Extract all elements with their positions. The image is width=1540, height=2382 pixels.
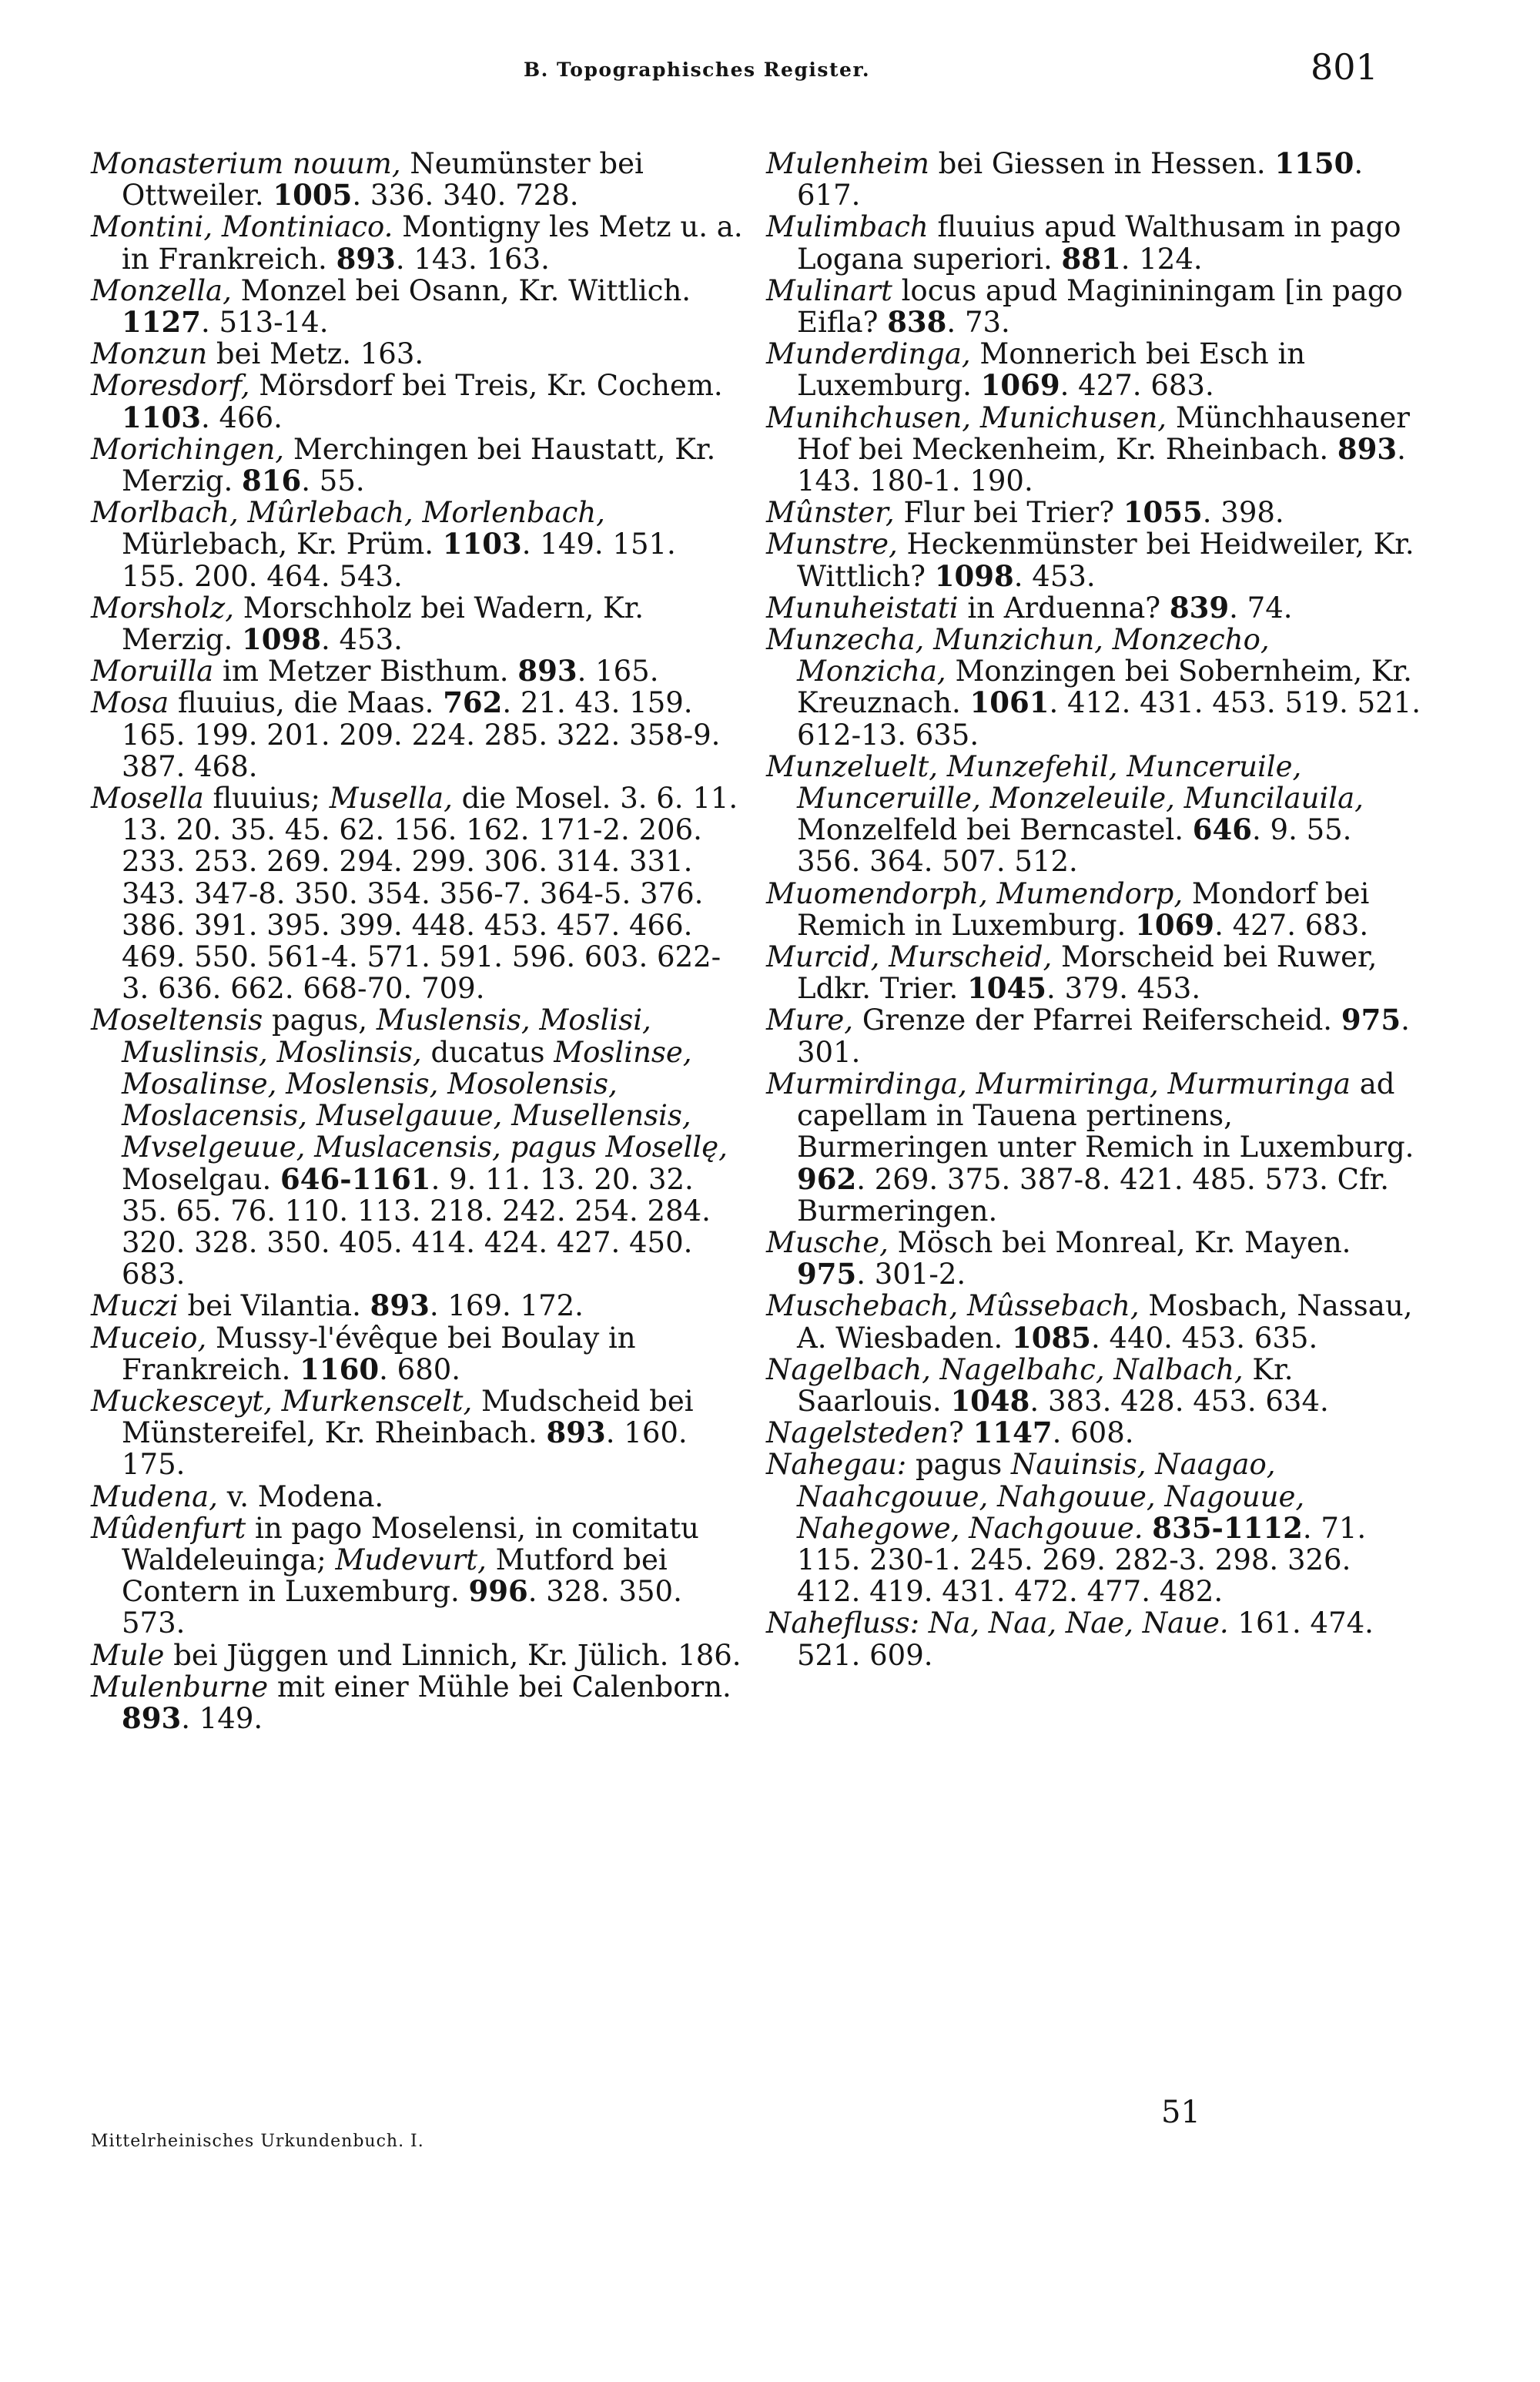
index-entry	[766, 1068, 1421, 1227]
entry-document-number: 893	[122, 1700, 182, 1735]
entry-text	[501, 1131, 511, 1164]
entry-text: pagus,	[263, 1003, 377, 1037]
entry-place-name: Mûdenfurt	[91, 1511, 246, 1545]
index-entry	[91, 338, 745, 370]
entry-text: . 169. 172.	[429, 1289, 584, 1323]
index-entry	[91, 275, 745, 338]
entry-place-name: Munderdinga,	[766, 337, 971, 371]
index-entry	[91, 497, 745, 592]
entry-text: Morscheid bei Ruwer, Ldkr. Trier.	[797, 940, 1378, 1006]
index-entry	[91, 655, 745, 687]
entry-text: fluuius;	[203, 782, 330, 816]
entry-place-name: Monzun	[91, 337, 208, 371]
index-entry	[766, 1449, 1421, 1607]
entry-text: ?	[949, 1416, 973, 1450]
entry-text: . 124.	[1120, 242, 1203, 276]
index-entry	[766, 624, 1421, 751]
entry-document-number: 1055	[1123, 495, 1203, 530]
index-entry	[91, 687, 745, 782]
entry-text: Mussy-l'évêque bei Boulay in Frankreich.	[122, 1321, 636, 1386]
entry-place-name: Muschebach, Mûssebach,	[766, 1289, 1140, 1323]
right-column	[766, 148, 1421, 2027]
entry-text	[919, 1606, 929, 1640]
entry-document-number: 893	[336, 241, 396, 276]
index-entry	[766, 592, 1421, 624]
entry-place-name: Muslensis, Moslisi, Muslinsis, Moslinsis,	[122, 1003, 651, 1069]
entry-text: . 71. 115. 230-1. 245. 269. 282-3. 298. 326. 412. 419. 431. 472. 477. 482.	[797, 1511, 1367, 1609]
entry-text: . 73.	[946, 306, 1010, 340]
entry-document-number: 893	[1337, 431, 1398, 466]
entry-text: . 427. 683.	[1060, 369, 1214, 403]
index-entry	[766, 1227, 1421, 1290]
index-entry	[766, 1004, 1421, 1067]
entry-place-name: Mosella	[91, 782, 204, 816]
entry-place-name: Moruilla	[91, 655, 214, 688]
index-entry	[91, 148, 745, 211]
entry-text: Münchhausener Hof bei Meckenheim, Kr. Rheinbach.	[797, 400, 1410, 466]
entry-text: Monzelfeld bei Berncastel.	[797, 813, 1193, 847]
entry-text: . 453.	[321, 623, 403, 657]
entry-place-name: Mûnster,	[766, 496, 895, 530]
entry-place-name: Muckesceyt, Murkenscelt,	[91, 1384, 473, 1418]
entry-text: in pago Moselensi, in comitatu Waldeleuinga;	[122, 1511, 699, 1576]
running-head: B. Topographisches Register.	[524, 59, 871, 81]
entry-document-number: 962	[797, 1161, 857, 1196]
entry-text: . 336. 340. 728.	[352, 179, 579, 213]
entry-place-name: Munihchusen, Munichusen,	[766, 400, 1167, 434]
entry-text: bei Metz. 163.	[207, 337, 424, 371]
index-entry	[91, 1322, 745, 1385]
entry-text: Kr. Saarlouis.	[797, 1352, 1294, 1418]
entry-place-name: Na, Naa, Nae, Naue.	[928, 1606, 1229, 1640]
entry-text: Mudscheid bei Münstereifel, Kr. Rheinbach.	[122, 1384, 694, 1450]
index-entry	[91, 1481, 745, 1513]
entry-text: . 680.	[379, 1352, 461, 1386]
index-entry	[766, 878, 1421, 941]
entry-place-name: Muceio,	[91, 1321, 207, 1355]
entry-place-name: Nagelbach, Nagelbahc, Nalbach,	[766, 1352, 1244, 1386]
entry-text: . 21. 43. 159. 165. 199. 201. 209. 224. 285. 322. 358-9. 387. 468.	[122, 686, 721, 783]
index-entry	[91, 1385, 745, 1481]
entry-text: Monnerich bei Esch in Luxemburg.	[797, 337, 1306, 403]
index-entry	[766, 1290, 1421, 1353]
page-number: 801	[1311, 46, 1378, 88]
entry-text: 161. 474. 521. 609.	[797, 1606, 1374, 1672]
entry-place-name: Mosa	[91, 686, 169, 720]
entry-text: Monzingen bei Sobernheim, Kr. Kreuznach.	[797, 655, 1412, 720]
index-entry	[91, 782, 745, 1004]
entry-text: Grenze der Pfarrei Reiferscheid.	[853, 1003, 1341, 1037]
entry-place-name: Munzecha, Munzichun, Monzecho, Monzicha,	[766, 623, 1270, 688]
index-entry	[766, 1417, 1421, 1449]
index-entry	[91, 434, 745, 497]
entry-document-number: 1098	[934, 558, 1014, 593]
index-entry	[91, 1290, 745, 1322]
entry-text: . 9. 55. 356. 364. 507. 512.	[797, 813, 1352, 879]
index-entry	[766, 941, 1421, 1004]
entry-place-name: Nagelsteden	[766, 1416, 949, 1450]
entry-text: Mürlebach, Kr. Prüm.	[122, 528, 443, 561]
entry-text: fluuius, die Maas.	[169, 686, 444, 720]
index-entry	[91, 1004, 745, 1290]
entry-document-number: 996	[468, 1574, 528, 1609]
entry-document-number: 1048	[950, 1383, 1030, 1418]
entry-document-number: 762	[443, 685, 503, 720]
entry-text: Neumünster bei Ottweiler.	[122, 147, 644, 213]
entry-document-number: 1045	[967, 971, 1047, 1006]
entry-document-number: 1085	[1012, 1320, 1092, 1355]
entry-text: . 301.	[797, 1003, 1410, 1069]
entry-document-number: 839	[1169, 590, 1230, 625]
entry-text: . 379. 453.	[1046, 972, 1201, 1006]
entry-document-number: 881	[1061, 241, 1121, 276]
entry-text: . 608.	[1052, 1416, 1134, 1450]
index-entry	[91, 592, 745, 655]
entry-document-number: 1061	[969, 685, 1050, 720]
entry-place-name: Mulimbach	[766, 210, 929, 244]
entry-text: Mondorf bei Remich in Luxemburg.	[797, 876, 1370, 942]
entry-place-name: Munzeluelt, Munzefehil, Munceruile, Munceruille, Monzeleuile, Muncilauila,	[766, 749, 1364, 816]
entry-text: . 74.	[1229, 591, 1293, 625]
entry-text: Monzel bei Osann, Kr. Wittlich.	[231, 273, 691, 307]
entry-place-name: Mule	[91, 1638, 165, 1672]
entry-text: . 412. 431. 453. 519. 521. 612-13. 635.	[797, 686, 1421, 752]
entry-text: im Metzer Bisthum.	[213, 655, 518, 688]
entry-document-number: 1103	[442, 527, 522, 561]
entry-place-name: Morlbach, Mûrlebach, Morlenbach,	[91, 496, 605, 530]
index-entry	[91, 1671, 745, 1734]
entry-place-name: Mulenburne	[91, 1670, 269, 1704]
entry-place-name: Mudena,	[91, 1479, 218, 1513]
entry-document-number: 838	[887, 305, 947, 340]
entry-text: bei Vilantia.	[178, 1289, 370, 1323]
entry-place-name: Nauinsis, Naagao, Naahcgouue, Nahgouue, Nagouue, Nahegowe, Nachgouue.	[797, 1448, 1305, 1545]
entry-text: . 440. 453. 635.	[1091, 1321, 1318, 1355]
index-entry	[766, 402, 1421, 498]
entry-text: . 328. 350. 573.	[122, 1575, 682, 1640]
entry-text: . 398.	[1202, 496, 1284, 530]
entry-place-name: Muczi	[91, 1289, 179, 1323]
index-entry	[766, 211, 1421, 274]
entry-document-number: 1069	[980, 368, 1060, 403]
index-entry	[766, 1354, 1421, 1417]
index-entry	[766, 751, 1421, 878]
entry-place-name: Mulinart	[766, 273, 892, 307]
entry-place-name: pagus Mosellę,	[510, 1131, 728, 1164]
index-entry	[766, 1607, 1421, 1670]
entry-document-number: 893	[370, 1288, 430, 1323]
entry-text: . 55.	[301, 464, 365, 498]
footer-signature: Mittelrheinisches Urkundenbuch. I.	[91, 2132, 424, 2151]
page-footer	[0, 2095, 1540, 2172]
entry-text: . 143. 163.	[395, 242, 550, 276]
entry-text: . 143. 180-1. 190.	[797, 432, 1406, 498]
entry-text: . 9. 11. 13. 20. 32. 35. 65. 76. 110. 113. 218. 242. 254. 284. 320. 328. 350. 405. 414. 424. 427. 450. 683.	[122, 1162, 711, 1292]
entry-document-number: 893	[546, 1415, 606, 1450]
index-entry	[766, 497, 1421, 528]
entry-place-name: Muomendorph, Mumendorp,	[766, 876, 1183, 910]
entry-place-name: Nahefluss:	[766, 1606, 920, 1640]
entry-document-number: 893	[517, 654, 578, 688]
entry-text: Flur bei Trier?	[894, 496, 1123, 530]
entry-place-name: Musella,	[329, 782, 453, 816]
entry-document-number: 1103	[122, 400, 201, 434]
entry-text: die Mosel. 3. 6. 11. 13. 20. 35. 45. 62. 156. 162. 171-2. 206. 233. 253. 269. 294. 299. 306. 314. 331. 343. 347-8. 350. 354. 356-7. 364-5. 376. 386. 391. 395. 399. 448. 453. 457. 466. 469. 550. 561-4. 571. 591. 596. 603. 622-3. 636. 662. 668-70. 709.	[122, 782, 738, 1006]
entry-text: pagus	[906, 1448, 1011, 1482]
entry-text: . 165.	[577, 655, 659, 688]
entry-document-number: 1147	[973, 1415, 1053, 1450]
entry-document-number: 975	[1341, 1003, 1401, 1037]
entry-text: Moselgau.	[122, 1162, 280, 1196]
entry-text: Morschholz bei Wadern, Kr. Merzig.	[122, 591, 644, 657]
entry-text: fluuius apud Walthusam in pago Logana superiori.	[797, 210, 1401, 276]
entry-document-number: 646	[1192, 812, 1252, 847]
index-entry	[766, 528, 1421, 591]
entry-place-name: Morsholz,	[91, 591, 235, 625]
entry-text: Montigny les Metz u. a. in Frankreich.	[122, 210, 743, 276]
entry-text: ducatus	[421, 1035, 554, 1069]
entry-text: Mosbach, Nassau, A. Wiesbaden.	[797, 1289, 1413, 1355]
entry-place-name: Moseltensis	[91, 1003, 263, 1037]
entry-place-name: Musche,	[766, 1225, 889, 1259]
entry-text: . 149.	[181, 1701, 263, 1735]
entry-document-number: 1098	[242, 622, 321, 657]
entry-text: mit einer Mühle bei Calenborn.	[268, 1670, 732, 1704]
entry-place-name: Munstre,	[766, 528, 898, 561]
entry-text: . 160. 175.	[122, 1416, 688, 1482]
entry-place-name: Munuheistati	[766, 591, 959, 625]
entry-text: Merchingen bei Haustatt, Kr. Merzig.	[122, 432, 716, 498]
entry-text: . 301-2.	[856, 1258, 966, 1292]
entry-text: ad capellam in Tauena pertinens, Burmeringen unter Remich in Luxemburg.	[797, 1067, 1414, 1164]
left-column	[91, 148, 745, 2027]
index-entry	[91, 1513, 745, 1640]
entry-text: . 149. 151. 155. 200. 464. 543.	[122, 528, 676, 593]
index-entry	[766, 338, 1421, 401]
entry-text: . 513-14.	[200, 306, 329, 340]
entry-document-number: 1160	[300, 1352, 380, 1386]
index-entry	[91, 370, 745, 433]
index-entry	[766, 148, 1421, 211]
entry-place-name: Moresdorf,	[91, 369, 250, 403]
entry-place-name: Morichingen,	[91, 432, 285, 466]
entry-text: v. Modena.	[217, 1479, 384, 1513]
entry-place-name: Mure,	[766, 1003, 854, 1037]
index-entry	[766, 275, 1421, 338]
entry-text: Mörsdorf bei Treis, Kr. Cochem.	[249, 369, 723, 403]
entry-place-name: Monzella,	[91, 273, 232, 307]
entry-place-name: Nahegau:	[766, 1448, 907, 1482]
entry-text	[1143, 1512, 1152, 1545]
entry-document-number: 1150	[1274, 146, 1354, 180]
entry-document-number: 835-1112	[1152, 1510, 1303, 1545]
entry-document-number: 975	[797, 1257, 857, 1292]
entry-place-name: Montini, Montiniaco.	[91, 210, 393, 244]
entry-document-number: 1005	[273, 178, 353, 213]
entry-text: . 453.	[1013, 559, 1096, 593]
entry-text: in Arduenna?	[958, 591, 1170, 625]
entry-text: bei Jüggen und Linnich, Kr. Jülich. 186.	[164, 1638, 742, 1672]
index-entry	[91, 1640, 745, 1671]
entry-place-name: Monasterium nouum,	[91, 147, 401, 180]
index-entry	[91, 211, 745, 274]
entry-place-name: Murmirdinga, Murmiringa, Murmuringa	[766, 1067, 1351, 1101]
entry-text: Mutford bei Contern in Luxemburg.	[122, 1543, 668, 1609]
entry-place-name: Moslinse, Mosalinse, Moslensis, Mosolensis, Moslacensis, Muselgauue, Musellensis, Mvselgeuue, Muslacensis,	[122, 1035, 692, 1164]
entry-place-name: Mulenheim	[766, 147, 929, 180]
entry-document-number: 1069	[1135, 907, 1215, 942]
sheet-number: 51	[1161, 2095, 1200, 2130]
entry-text: . 269. 375. 387-8. 421. 485. 573. Cfr. Burmeringen.	[797, 1162, 1390, 1228]
page-header	[0, 46, 1540, 92]
entry-document-number: 646-1161	[280, 1161, 431, 1196]
entry-document-number: 816	[242, 464, 302, 498]
entry-text: Mösch bei Monreal, Kr. Mayen.	[888, 1225, 1351, 1259]
entry-document-number: 1127	[122, 305, 201, 340]
entry-text: . 466.	[200, 400, 283, 434]
entry-text: . 617.	[797, 147, 1364, 213]
entry-place-name: Mudevurt,	[335, 1543, 487, 1576]
entry-place-name: Murcid, Murscheid,	[766, 940, 1053, 974]
entry-text: Heckenmünster bei Heidweiler, Kr. Wittlich?	[797, 528, 1414, 593]
entry-text: . 427. 683.	[1214, 908, 1369, 942]
entry-text: bei Giessen in Hessen.	[929, 147, 1275, 180]
entry-text: . 383. 428. 453. 634.	[1029, 1384, 1329, 1418]
entry-text: locus apud Magininingam [in pago Eifla?	[797, 273, 1403, 340]
